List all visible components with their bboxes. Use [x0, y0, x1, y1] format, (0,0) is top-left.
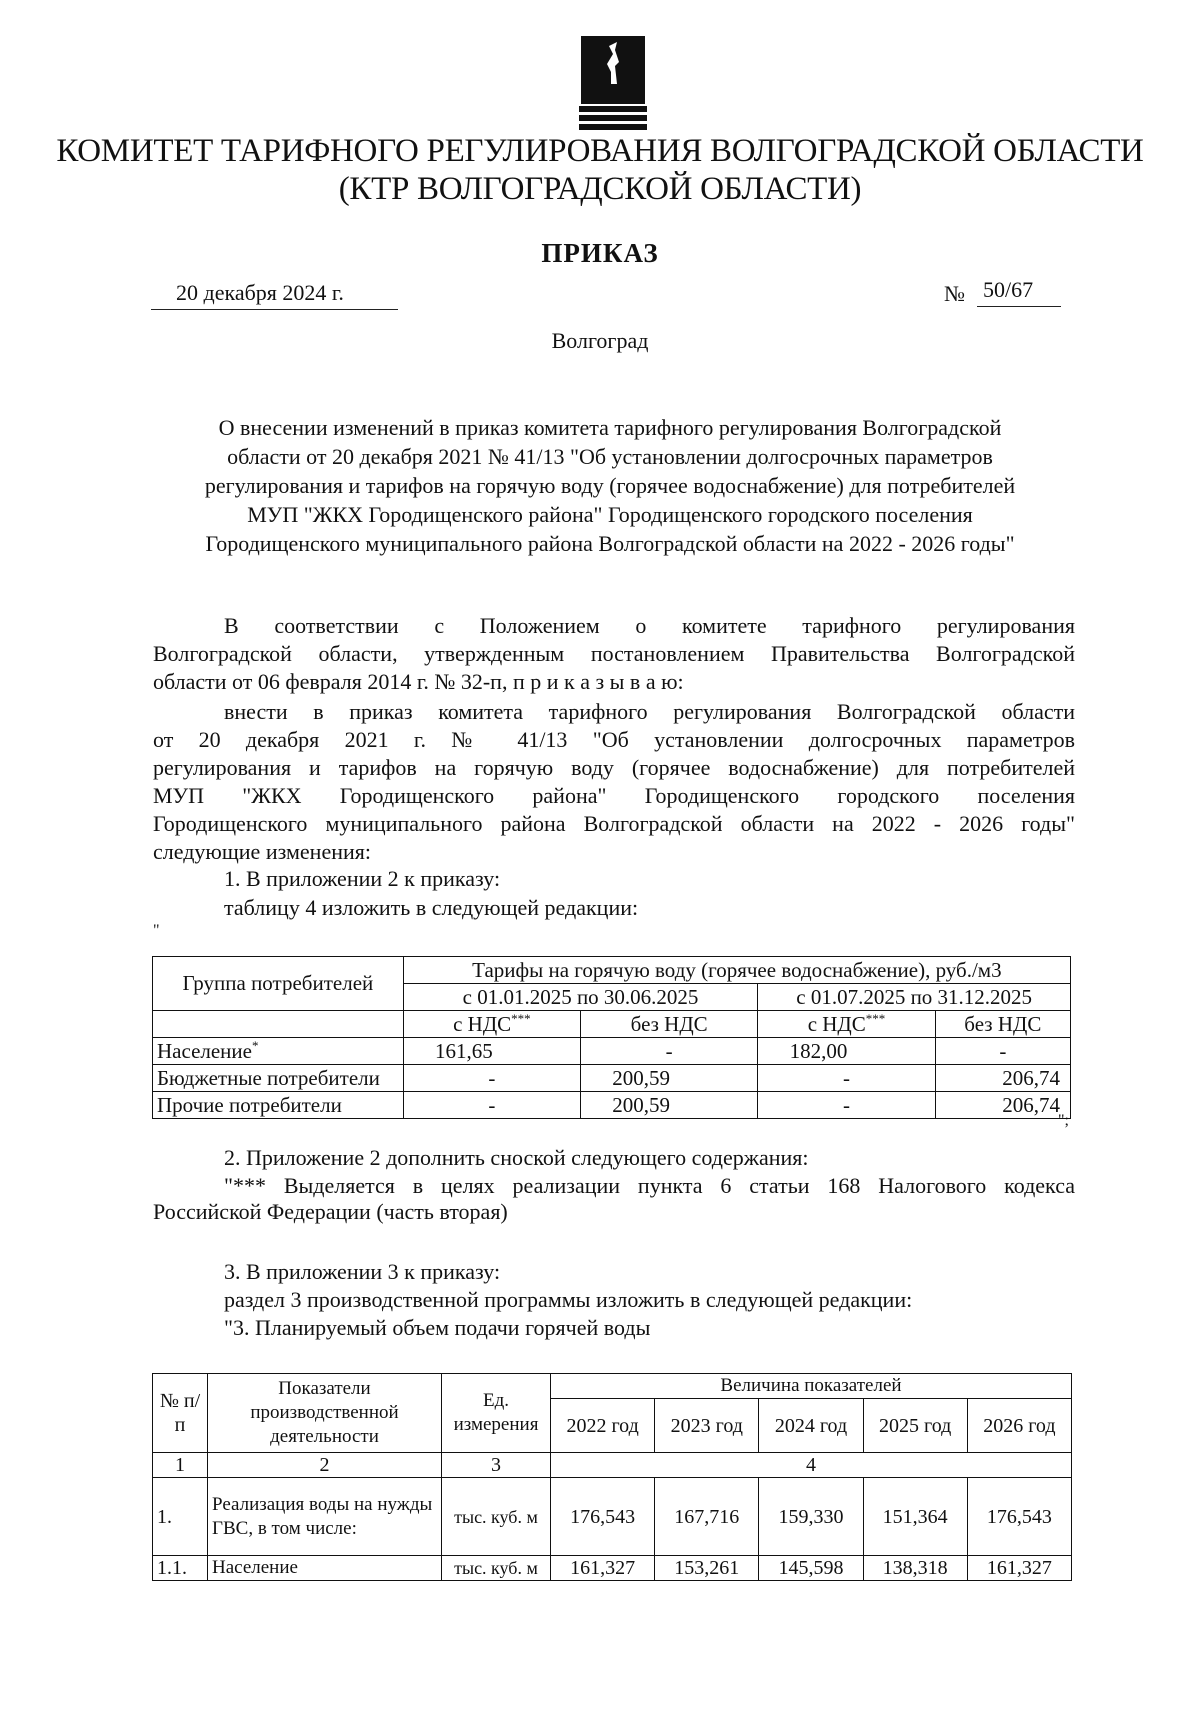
- coat-of-arms-emblem: [577, 32, 649, 132]
- group-header: Группа потребителей: [153, 957, 404, 1011]
- tariff-header: Тарифы на горячую воду (горячее водоснабжение), руб./м3: [403, 957, 1070, 984]
- footnote-mark: ***: [511, 1010, 531, 1026]
- order-number: 50/67: [983, 277, 1034, 302]
- col-indicator-header: Показатели производственной деятельности: [208, 1374, 442, 1453]
- consumer-group: [153, 1038, 404, 1065]
- indicator-value: 167,716: [655, 1478, 759, 1556]
- tariff-value: -: [403, 1092, 580, 1119]
- row-no: 1.1.: [153, 1556, 208, 1581]
- col-number: 4: [551, 1453, 1072, 1478]
- indicator-name: Реализация воды на нужды ГВС, в том числе:: [208, 1478, 442, 1556]
- col-unit-header: Ед. измерения: [442, 1374, 551, 1453]
- text-line: Волгоградской области, утвержденным постановлением Правительства Волгоградской: [153, 641, 1075, 666]
- indicator-value: 161,327: [967, 1556, 1071, 1581]
- table-row: [153, 1065, 1071, 1092]
- item-1-heading: 1. В приложении 2 к приказу:: [224, 866, 501, 891]
- indicator-value: 151,364: [863, 1478, 967, 1556]
- tariff-value: -: [758, 1065, 935, 1092]
- without-vat-header: без НДС: [935, 1011, 1070, 1038]
- tariff-value: -: [935, 1038, 1070, 1065]
- indicator-name: Население: [208, 1556, 442, 1581]
- tariff-value: -: [581, 1038, 758, 1065]
- tariff-value: 206,74: [935, 1065, 1070, 1092]
- order-number-label: №: [944, 281, 965, 306]
- open-quote: ": [153, 922, 160, 939]
- indicator-value: 153,261: [655, 1556, 759, 1581]
- table-row: [153, 1038, 1071, 1065]
- empty-cell: [153, 1011, 404, 1038]
- consumer-group: Прочие потребители: [153, 1092, 404, 1119]
- text-line: "*** Выделяется в целях реализации пункта 6 статьи 168 Налогового кодекса: [224, 1173, 1075, 1198]
- year-header: 2025 год: [863, 1399, 967, 1453]
- col-no-header: № п/п: [153, 1374, 208, 1453]
- item-3-instruction: раздел 3 производственной программы изложить в следующей редакции:: [224, 1287, 913, 1312]
- indicator-value: 138,318: [863, 1556, 967, 1581]
- with-vat-header: [403, 1011, 580, 1038]
- col-number: 3: [442, 1453, 551, 1478]
- col-values-header: Величина показателей: [551, 1374, 1072, 1399]
- text-line: В соответствии с Положением о комитете тарифного регулирования: [224, 613, 1075, 638]
- text-line: регулирования и тарифов на горячую воду (горячее водоснабжение) для потребителей: [153, 755, 1075, 780]
- order-subject: [140, 413, 1080, 558]
- unit: тыс. куб. м: [442, 1478, 551, 1556]
- amendment-paragraph: [153, 698, 1075, 866]
- number-underline: [977, 306, 1061, 307]
- period-2-header: с 01.07.2025 по 31.12.2025: [758, 984, 1071, 1011]
- row-no: 1.: [153, 1478, 208, 1556]
- text-line: внести в приказ комитета тарифного регулирования Волгоградской области: [224, 699, 1075, 724]
- tariff-value: 182,00: [758, 1038, 935, 1065]
- preamble-paragraph: [153, 612, 1075, 696]
- city: Волгоград: [551, 328, 649, 353]
- production-volume-table: [152, 1373, 1072, 1581]
- committee-name: КОМИТЕТ ТАРИФНОГО РЕГУЛИРОВАНИЯ ВОЛГОГРАДСКОЙ ОБЛАСТИ: [56, 133, 1144, 169]
- tariff-table: [152, 956, 1071, 1119]
- subject-line: Городищенского муниципального района Волгоградской области на 2022 - 2026 годы": [205, 531, 1015, 556]
- subject-line: О внесении изменений в приказ комитета тарифного регулирования Волгоградской: [218, 415, 1002, 440]
- col-number: 1: [153, 1453, 208, 1478]
- order-date: 20 декабря 2024 г.: [176, 280, 344, 305]
- indicator-value: 176,543: [967, 1478, 1071, 1556]
- year-header: 2022 год: [551, 1399, 655, 1453]
- text-line: Городищенского муниципального района Волгоградской области на 2022 - 2026 годы": [153, 811, 1075, 836]
- year-header: 2026 год: [967, 1399, 1071, 1453]
- without-vat-header: без НДС: [581, 1011, 758, 1038]
- unit: тыс. куб. м: [442, 1556, 551, 1581]
- consumer-group: Бюджетные потребители: [153, 1065, 404, 1092]
- col-number: 2: [208, 1453, 442, 1478]
- period-1-header: с 01.01.2025 по 30.06.2025: [403, 984, 758, 1011]
- indicator-value: 145,598: [759, 1556, 863, 1581]
- indicator-value: 159,330: [759, 1478, 863, 1556]
- item-3-heading: 3. В приложении 3 к приказу:: [224, 1259, 501, 1284]
- with-vat-label: с НДС: [807, 1011, 866, 1036]
- with-vat-label: с НДС: [453, 1011, 512, 1036]
- tariff-value: -: [758, 1092, 935, 1119]
- tariff-value: 206,74: [935, 1092, 1070, 1119]
- year-header: 2023 год: [655, 1399, 759, 1453]
- section-3-title: "3. Планируемый объем подачи горячей воды: [224, 1315, 651, 1340]
- text-line: от 20 декабря 2021 г. № 41/13 "Об установлении долгосрочных параметров: [153, 727, 1075, 752]
- footnote-mark: *: [251, 1037, 259, 1053]
- text-line: Российской Федерации (часть вторая): [153, 1199, 508, 1224]
- text-line: следующие изменения:: [153, 839, 371, 864]
- table-row: [153, 1478, 1072, 1556]
- committee-abbr: (КТР ВОЛГОГРАДСКОЙ ОБЛАСТИ): [338, 171, 862, 207]
- subject-line: регулирования и тарифов на горячую воду (горячее водоснабжение) для потребителей: [204, 473, 1016, 498]
- subject-line: области от 20 декабря 2021 № 41/13 "Об установлении долгосрочных параметров: [227, 444, 993, 469]
- subject-line: МУП "ЖКХ Городищенского района" Городищенского городского поселения: [247, 502, 973, 527]
- item-1-instruction: таблицу 4 изложить в следующей редакции:: [224, 895, 639, 920]
- date-underline: [151, 309, 398, 310]
- item-2-heading: 2. Приложение 2 дополнить сноской следующего содержания:: [224, 1145, 809, 1170]
- close-quote: ";: [1058, 1112, 1069, 1129]
- indicator-value: 161,327: [551, 1556, 655, 1581]
- indicator-value: 176,543: [551, 1478, 655, 1556]
- tariff-value: -: [403, 1065, 580, 1092]
- consumer-name: Население: [157, 1038, 252, 1063]
- tariff-value: 161,65: [403, 1038, 580, 1065]
- table-row: [153, 1556, 1072, 1581]
- tariff-value: 200,59: [581, 1092, 758, 1119]
- with-vat-header: [758, 1011, 935, 1038]
- year-header: 2024 год: [759, 1399, 863, 1453]
- text-line: МУП "ЖКХ Городищенского района" Городищенского городского поселения: [153, 783, 1075, 808]
- footnote-mark: ***: [865, 1010, 886, 1026]
- text-line: области от 06 февраля 2014 г. № 32-п, п р и к а з ы в а ю:: [153, 669, 684, 694]
- table-row: [153, 1092, 1071, 1119]
- item-2-footnote: [153, 1173, 1075, 1225]
- tariff-value: 200,59: [581, 1065, 758, 1092]
- doc-type-title: ПРИКАЗ: [541, 238, 659, 268]
